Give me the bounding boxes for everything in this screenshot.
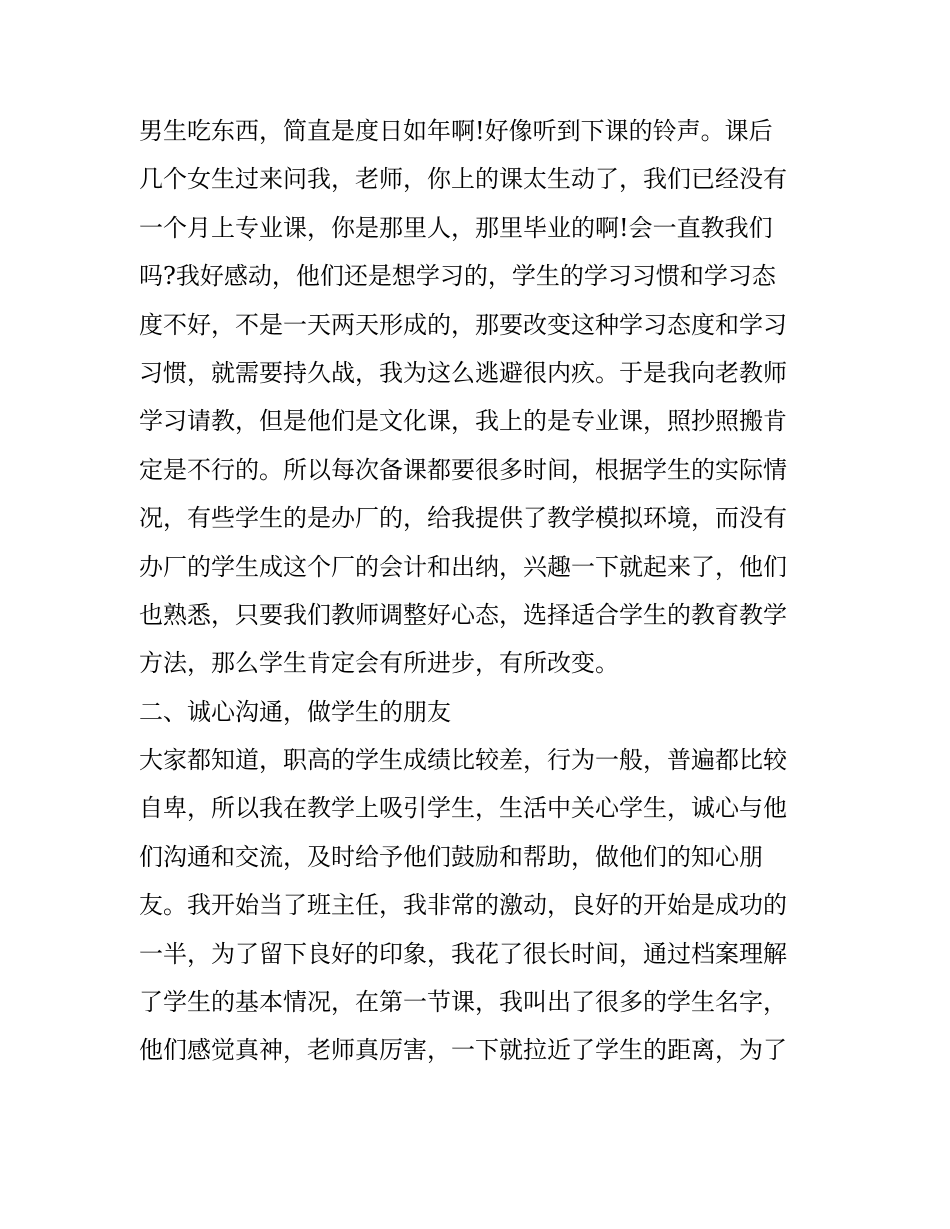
section-heading: 二、诚心沟通，做学生的朋友 <box>139 697 451 726</box>
text-line-8: 定是不行的。所以每次备课都要很多时间，根据学生的实际情 <box>139 455 787 484</box>
text-line-10: 办厂的学生成这个厂的会计和出纳，兴趣一下就起来了，他们 <box>139 552 787 581</box>
text-line-9: 况，有些学生的是办厂的，给我提供了教学模拟环境，而没有 <box>139 504 787 533</box>
text-line-12: 方法，那么学生肯定会有所进步，有所改变。 <box>139 649 619 678</box>
text-line-1: 男生吃东西，简直是度日如年啊!好像听到下课的铃声。课后 <box>139 117 773 145</box>
text-line-6: 习惯，就需要持久战，我为这么逃避很内疚。于是我向老教师 <box>139 358 787 387</box>
text-line-20: 他们感觉真神，老师真厉害，一下就拉近了学生的距离，为了 <box>139 1036 787 1065</box>
text-line-2: 几个女生过来问我，老师，你上的课太生动了，我们已经没有 <box>139 165 787 194</box>
text-line-19: 了学生的基本情况，在第一节课，我叫出了很多的学生名字， <box>139 988 787 1017</box>
text-line-14: 大家都知道，职高的学生成绩比较差，行为一般，普遍都比较 <box>139 746 787 775</box>
text-line-5: 度不好，不是一天两天形成的，那要改变这种学习态度和学习 <box>139 310 787 339</box>
text-line-18: 一半，为了留下良好的印象，我花了很长时间，通过档案理解 <box>139 939 787 968</box>
text-line-15: 自卑，所以我在教学上吸引学生，生活中关心学生，诚心与他 <box>139 794 787 823</box>
text-line-16: 们沟通和交流，及时给予他们鼓励和帮助，做他们的知心朋 <box>139 842 763 871</box>
body-text <box>139 107 819 1075</box>
text-line-7: 学习请教，但是他们是文化课，我上的是专业课，照抄照搬肯 <box>139 407 787 436</box>
text-line-17: 友。我开始当了班主任，我非常的激动，良好的开始是成功的 <box>139 891 787 920</box>
text-line-11: 也熟悉，只要我们教师调整好心态，选择适合学生的教育教学 <box>139 600 787 629</box>
text-line-4: 吗?我好感动，他们还是想学习的，学生的学习习惯和学习态 <box>139 262 776 291</box>
text-line-3: 一个月上专业课，你是那里人，那里毕业的啊!会一直教我们 <box>139 213 773 242</box>
